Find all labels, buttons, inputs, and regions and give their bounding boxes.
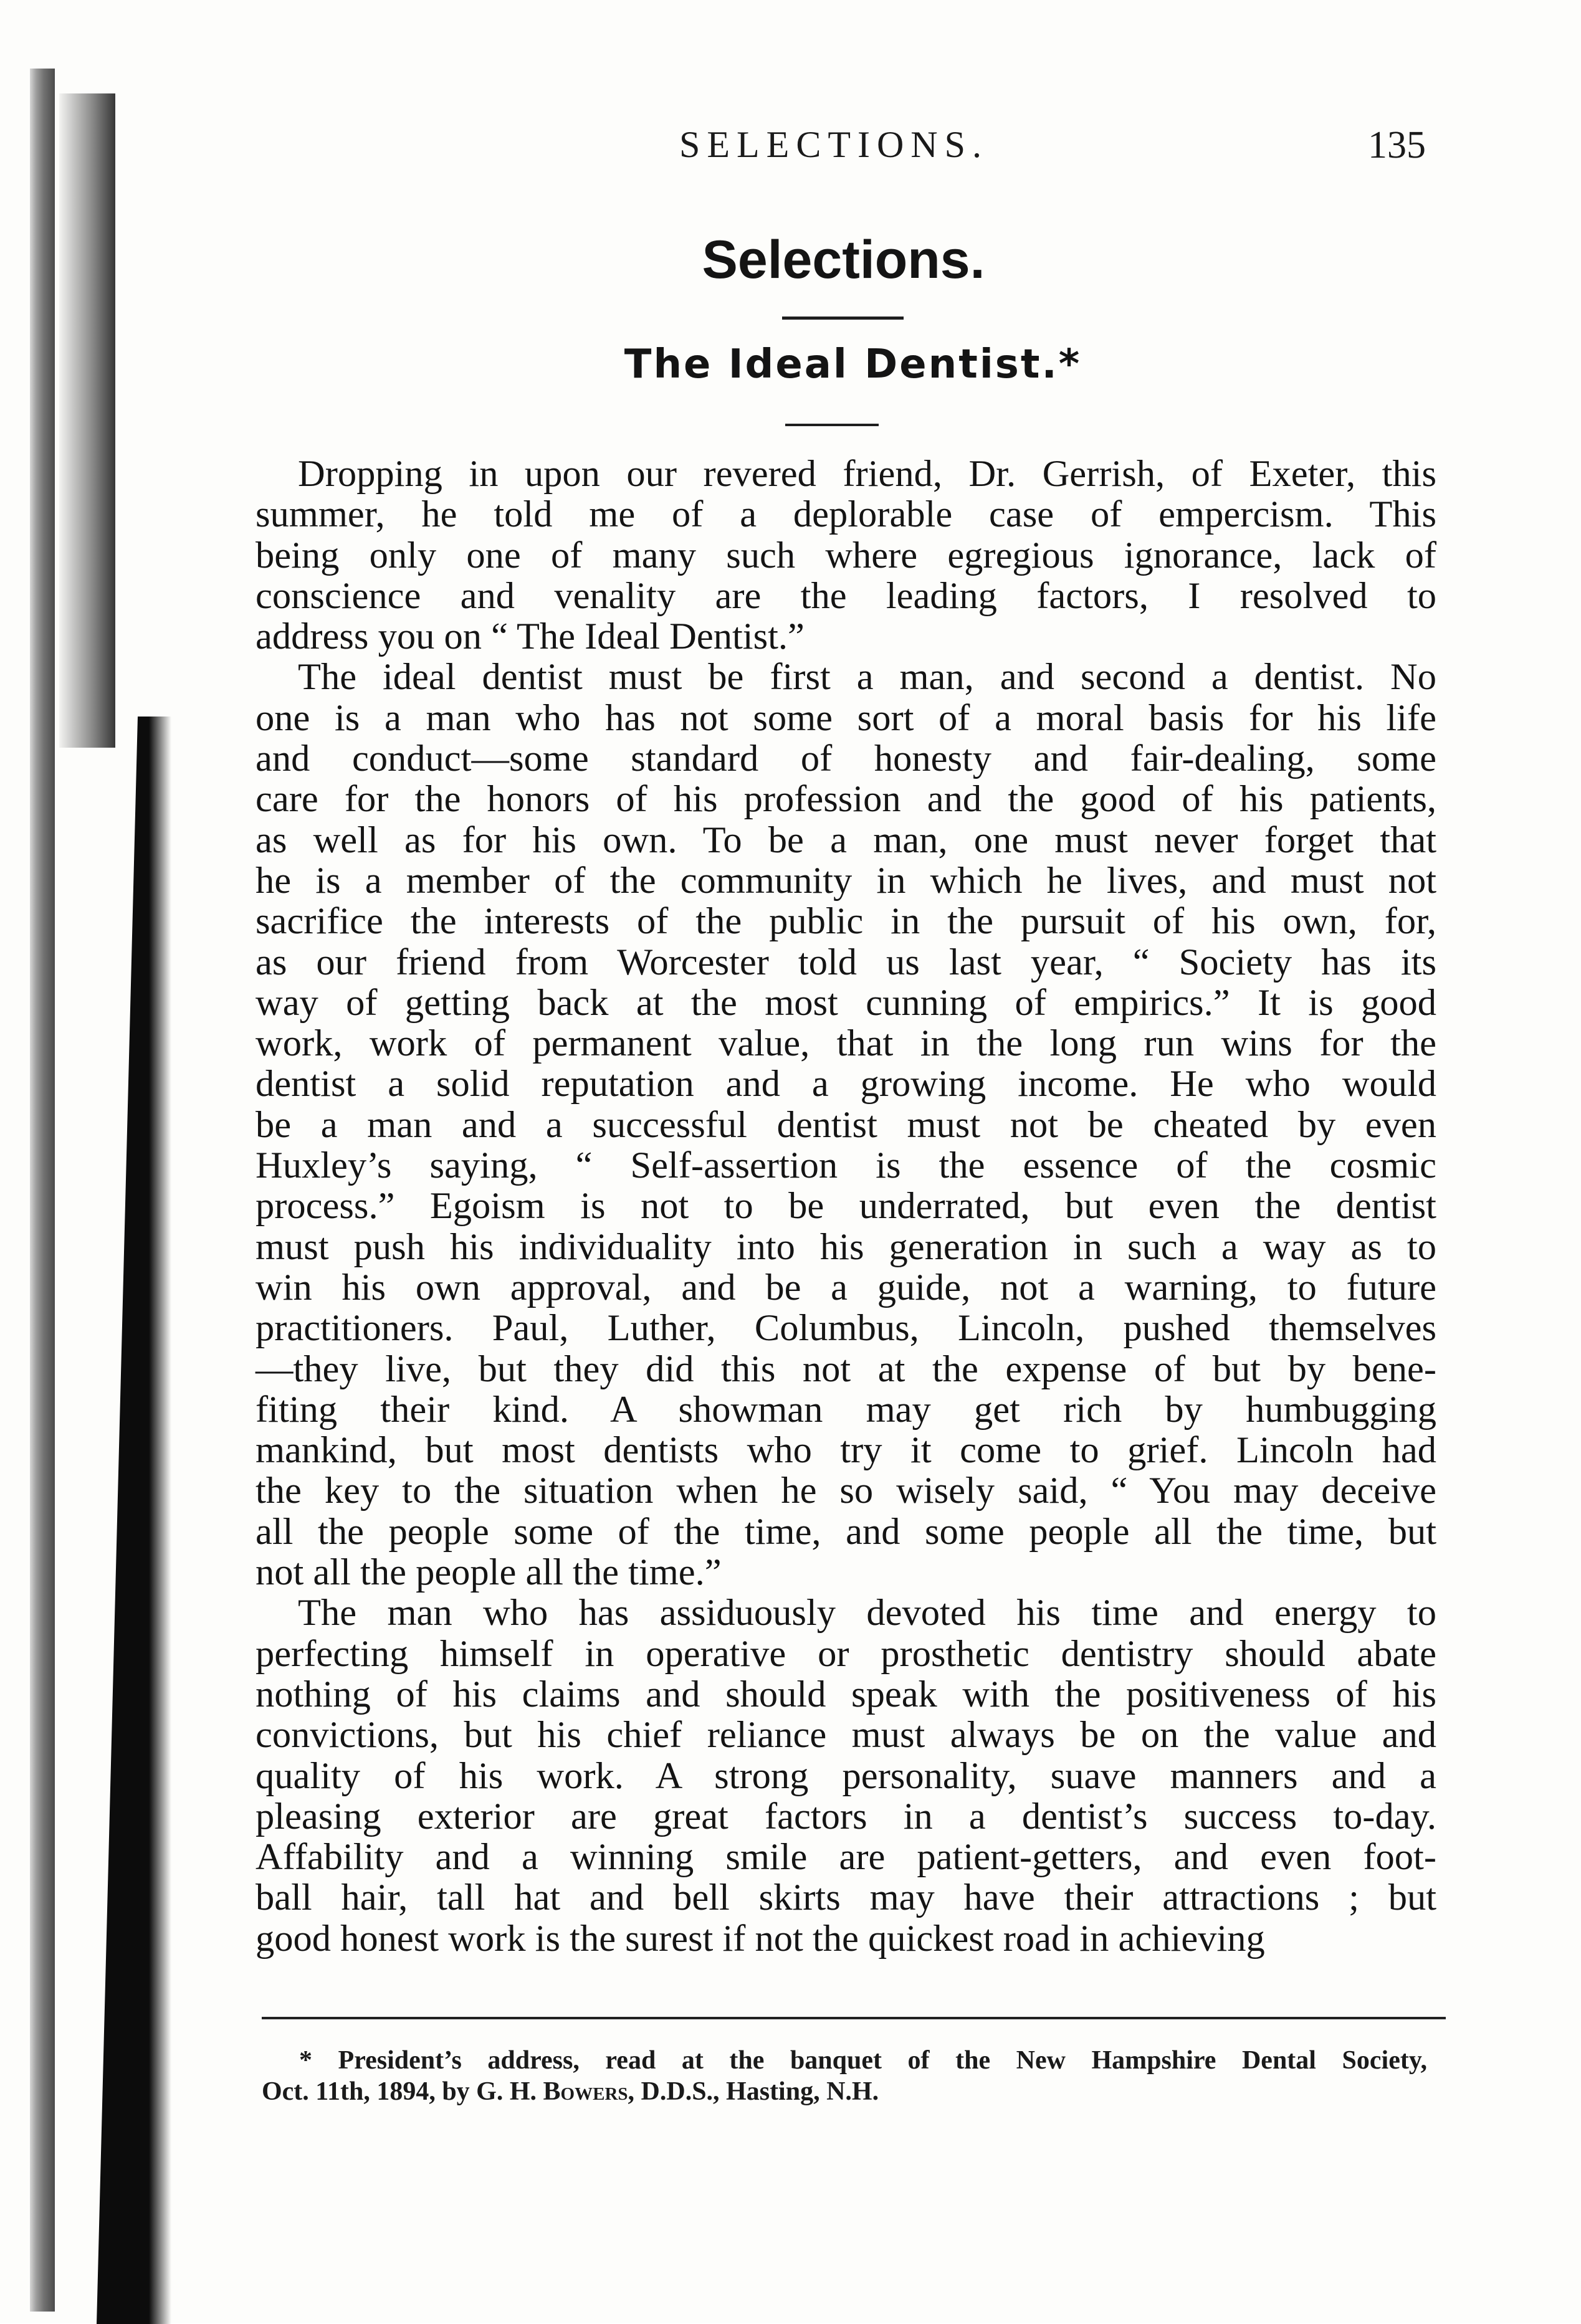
article-divider-rule <box>785 424 879 426</box>
body-line: Huxley’s saying, “ Self-assertion is the essence of the cosmic <box>256 1145 1436 1187</box>
body-line: practitioners. Paul, Luther, Columbus, Lincoln, pushed themselves <box>256 1307 1436 1350</box>
body-line: must push his individuality into his generation in such a way as to <box>256 1226 1436 1268</box>
body-line: sacrifice the interests of the public in the pursuit of his own, for, <box>256 900 1436 943</box>
body-line: The ideal dentist must be first a man, and second a dentist. No <box>298 656 1436 698</box>
body-line: The man who has assiduously devoted his time and energy to <box>298 1592 1436 1634</box>
body-line: Affability and a winning smile are patient-getters, and even foot- <box>256 1836 1436 1879</box>
body-line: all the people some of the time, and some people all the time, but <box>256 1510 1436 1553</box>
body-line: as our friend from Worcester told us last year, “ Society has its <box>256 941 1436 983</box>
body-line: —they live, but they did this not at the expense of but by bene- <box>256 1348 1436 1390</box>
body-line: good honest work is the surest if not the quickest road in achieving <box>256 1917 1265 1960</box>
footnote-rule <box>262 2017 1446 2019</box>
footnote-author: Bowers <box>543 2077 628 2106</box>
page-number: 135 <box>1368 124 1426 166</box>
body-line: Dropping in upon our revered friend, Dr. Gerrish, of Exeter, this <box>298 453 1436 495</box>
gutter-shadow-upper <box>59 93 115 748</box>
body-line: he is a member of the community in which he lives, and must not <box>256 859 1436 902</box>
body-line: process.” Egoism is not to be underrated, but even the dentist <box>256 1185 1436 1227</box>
body-line: and conduct—some standard of honesty and fair-dealing, some <box>256 738 1436 780</box>
body-line: fiting their kind. A showman may get rich by humbugging <box>256 1388 1436 1431</box>
body-line: being only one of many such where egregious ignorance, lack of <box>256 534 1436 576</box>
body-line: address you on “ The Ideal Dentist.” <box>256 616 805 658</box>
body-line: ball hair, tall hat and bell skirts may have their attractions ; but <box>256 1877 1436 1919</box>
body-line: as well as for his own. To be a man, one must never forget that <box>256 819 1436 861</box>
body-line: convictions, but his chief reliance must always be on the value and <box>256 1714 1436 1756</box>
article-body <box>256 454 1436 1959</box>
title-divider-rule <box>782 317 904 320</box>
article-title: The Ideal Dentist.* <box>624 341 1082 388</box>
body-line: win his own approval, and be a guide, not a warning, to future <box>256 1266 1436 1308</box>
gutter-shadow <box>97 717 171 2324</box>
body-line: the key to the situation when he so wisely said, “ You may deceive <box>256 1470 1436 1512</box>
body-line: nothing of his claims and should speak with the positiveness of his <box>256 1673 1436 1715</box>
footnote-credentials: , D.D.S., Hasting, N.H. <box>628 2077 879 2106</box>
page-gutter-edge <box>30 69 55 2312</box>
body-line: conscience and venality are the leading factors, I resolved to <box>256 574 1436 617</box>
body-line: care for the honors of his profession and the good of his patients, <box>256 778 1436 821</box>
footnote-line-1: * President’s address, read at the banquet of the New Hampshire Dental Society, <box>299 2046 1427 2075</box>
body-line: not all the people all the time.” <box>256 1551 722 1594</box>
section-title: Selections. <box>702 230 985 290</box>
body-line: perfecting himself in operative or prosthetic dentistry should abate <box>256 1632 1436 1675</box>
body-line: pleasing exterior are great factors in a dentist’s success to-day. <box>256 1795 1436 1837</box>
footnote-date: Oct. 11th, 1894, by G. H. <box>262 2077 543 2106</box>
body-line: mankind, but most dentists who try it come to grief. Lincoln had <box>256 1429 1436 1472</box>
footnote-line-2 <box>262 2076 1427 2107</box>
body-line: quality of his work. A strong personality, suave manners and a <box>256 1755 1436 1797</box>
footnote <box>262 2045 1427 2107</box>
body-line: be a man and a successful dentist must not be cheated by even <box>256 1103 1436 1146</box>
body-line: way of getting back at the most cunning of empirics.” It is good <box>256 981 1436 1024</box>
running-head: SELECTIONS. <box>679 124 988 165</box>
body-line: summer, he told me of a deplorable case of empercism. This <box>256 493 1436 536</box>
body-line: work, work of permanent value, that in the long run wins for the <box>256 1022 1436 1065</box>
body-line: one is a man who has not some sort of a moral basis for his life <box>256 697 1436 739</box>
body-line: dentist a solid reputation and a growing income. He who would <box>256 1063 1436 1105</box>
